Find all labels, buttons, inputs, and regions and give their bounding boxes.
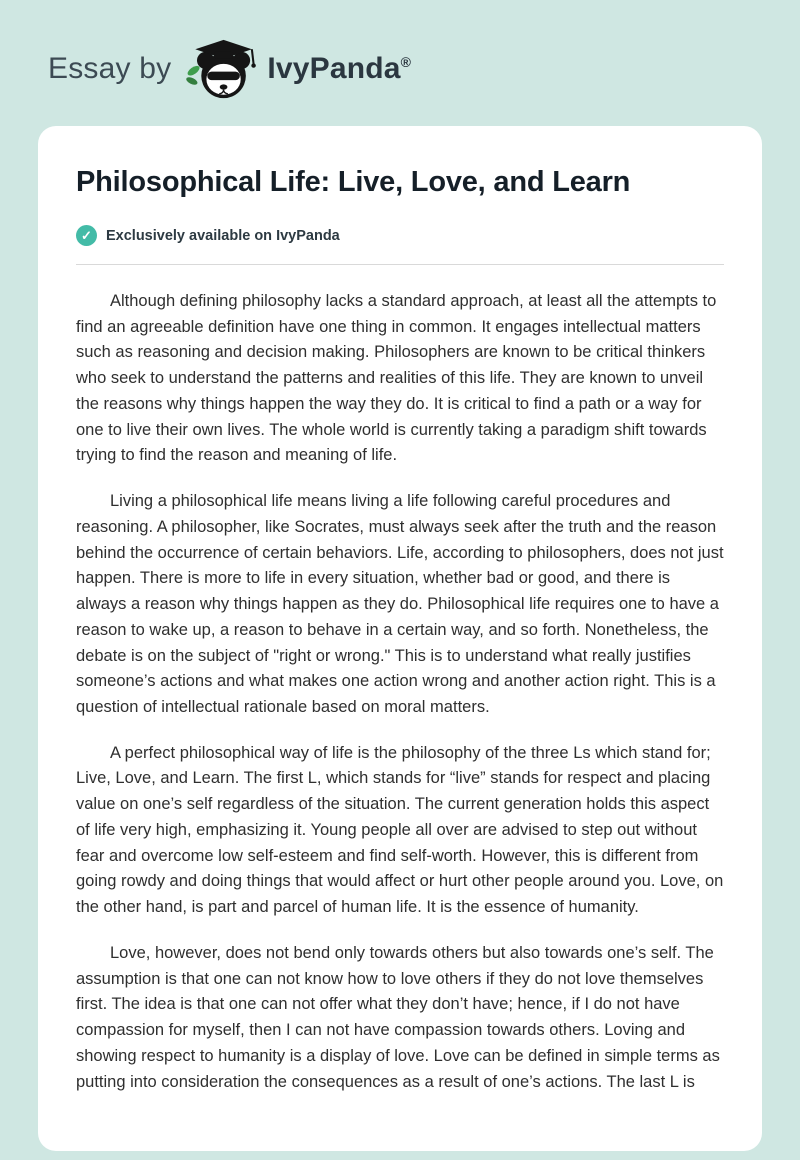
brand-name xyxy=(267,52,411,86)
divider xyxy=(76,264,724,265)
registered-mark: ® xyxy=(400,54,412,70)
availability-badge xyxy=(76,225,724,246)
essay-paragraph: Although defining philosophy lacks a standard approach, at least all the attempts to find an agreeable definition have one thing in common. It engages intellectual matters such as reasoning and decision making. Philosophers are known to be critical thinkers who seek to understand the patterns and realities of this life. They are known to unveil the reasons why things happen the way they do. It is critical to find a path or a way for one to live their own lives. The whole world is currently taking a paradigm shift towards trying to find the reason and meaning of life. xyxy=(76,292,717,465)
ivypanda-logo-icon xyxy=(185,38,257,100)
brand-text: IvyPanda xyxy=(267,52,401,85)
essay-body xyxy=(76,289,724,1095)
essay-paragraph: Living a philosophical life means living a life following careful procedures and reasoning. A philosopher, like Socrates, must always seek after the truth and the reason behind the occurrence of certain behaviors. Life, according to philosophers, does not just happen. There is more to life in every situation, whether bad or good, and there is always a reason why things happen as they do. Philosophical life requires one to have a reason to wake up, a reason to behave in a certain way, and so forth. Nonetheless, the debate is on the subject of "right or wrong." This is to understand what really justifies someone’s actions and what makes one action wrong and another action right. This is a question of intellectual rationale based on moral matters. xyxy=(76,492,724,717)
checkmark-icon: ✓ xyxy=(76,225,97,246)
availability-label: Exclusively available on IvyPanda xyxy=(106,227,340,244)
essay-paragraph: A perfect philosophical way of life is the philosophy of the three Ls which stand for; Live, Love, and Learn. The first L, which stands for “live” stands for respect and placing value on one’s self regardless of the situation. The current generation holds this aspect of life very high, emphasizing it. Young people all over are advised to step out without fear and overcome low self-esteem and find self-worth. However, this is different from going rowdy and doing things that would affect or hurt other people around you. Love, on the other hand, is part and parcel of human life. It is the essence of humanity. xyxy=(76,743,724,917)
header xyxy=(0,0,800,126)
essay-by-label: Essay by xyxy=(48,52,172,85)
essay-paragraph: Love, however, does not bend only towards others but also towards one’s self. The assumption is that one can not know how to love others if they do not love themselves first. The idea is that one can not offer what they don’t have; hence, if I do not have compassion for myself, then I can not have compassion towards others. Loving and showing respect to humanity is a display of love. Love can be defined in simple terms as putting into consideration the consequences as a result of one’s actions. The last L is xyxy=(76,943,720,1091)
essay-card xyxy=(38,126,762,1151)
brand-lockup xyxy=(185,38,411,100)
page-title: Philosophical Life: Live, Love, and Learn xyxy=(76,166,631,198)
